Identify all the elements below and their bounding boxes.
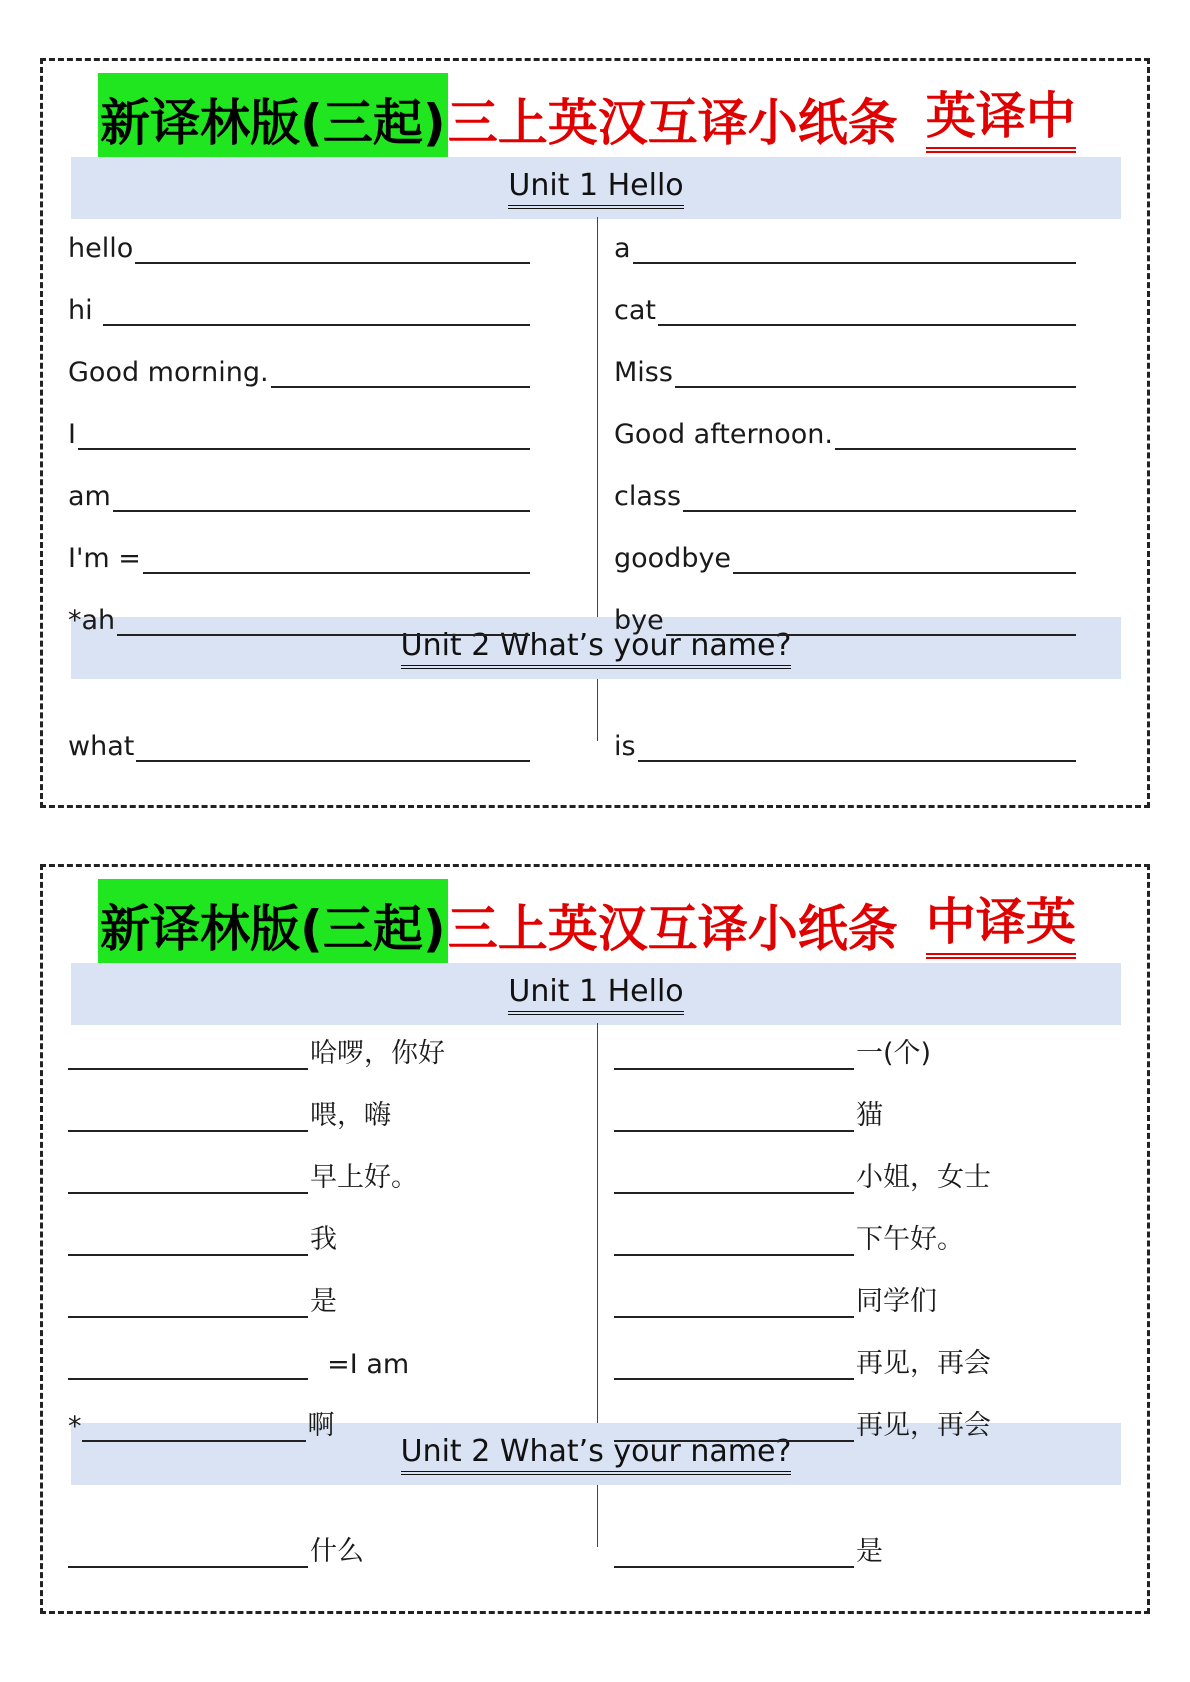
answer-line[interactable]	[68, 1040, 308, 1070]
answer-line[interactable]	[614, 1102, 854, 1132]
answer-line[interactable]	[103, 296, 530, 326]
list-item: class	[614, 456, 1076, 518]
column-divider	[597, 679, 598, 741]
list-item: bye	[614, 580, 1076, 642]
answer-line[interactable]	[666, 606, 1076, 636]
answer-line[interactable]	[638, 732, 1076, 762]
answer-line[interactable]	[614, 1164, 854, 1194]
unit2-title: Unit 2 What’s your name?	[401, 627, 792, 669]
list-item: is	[614, 706, 1076, 768]
answer-line[interactable]	[633, 234, 1076, 264]
list-item: 是	[614, 1512, 1076, 1574]
list-item: what	[68, 706, 530, 768]
list-item: goodbye	[614, 518, 1076, 580]
answer-line[interactable]	[68, 1164, 308, 1194]
answer-line[interactable]	[68, 1350, 308, 1380]
answer-line[interactable]	[117, 606, 530, 636]
list-item: 什么	[68, 1512, 530, 1574]
title-main: 三上英汉互译小纸条	[447, 94, 898, 152]
list-item: a	[614, 208, 1076, 270]
unit1-title: Unit 1 Hello	[508, 973, 683, 1015]
answer-line[interactable]	[614, 1412, 854, 1442]
list-item: hello	[68, 208, 530, 270]
list-item: 再见，再会	[614, 1324, 1076, 1386]
list-item: 一(个)	[614, 1014, 1076, 1076]
answer-line[interactable]	[675, 358, 1076, 388]
answer-line[interactable]	[614, 1350, 854, 1380]
answer-line[interactable]	[82, 1412, 306, 1442]
answer-line[interactable]	[68, 1226, 308, 1256]
list-item: 同学们	[614, 1262, 1076, 1324]
answer-line[interactable]	[68, 1102, 308, 1132]
answer-line[interactable]	[78, 420, 530, 450]
column-divider	[597, 217, 598, 617]
answer-line[interactable]	[135, 234, 530, 264]
answer-line[interactable]	[683, 482, 1076, 512]
list-item: 哈啰，你好	[68, 1014, 530, 1076]
answer-line[interactable]	[68, 1538, 308, 1568]
answer-line[interactable]	[614, 1040, 854, 1070]
column-divider	[597, 1485, 598, 1547]
list-item: 喂，嗨	[68, 1076, 530, 1138]
list-item: Good morning.	[68, 332, 530, 394]
list-item: Miss	[614, 332, 1076, 394]
list-item: 是	[68, 1262, 530, 1324]
list-item: cat	[614, 270, 1076, 332]
answer-line[interactable]	[271, 358, 530, 388]
list-item: hi	[68, 270, 530, 332]
list-item: 猫	[614, 1076, 1076, 1138]
list-item: * 啊	[68, 1410, 335, 1442]
list-item: 早上好。	[68, 1138, 530, 1200]
list-item: 我	[68, 1200, 530, 1262]
answer-line[interactable]	[68, 1288, 308, 1318]
list-item: *ah	[68, 580, 530, 642]
list-item: 再见，再会	[614, 1386, 1076, 1448]
list-item: Good afternoon.	[614, 394, 1076, 456]
answer-line[interactable]	[614, 1288, 854, 1318]
unit1-title: Unit 1 Hello	[508, 167, 683, 209]
list-item: I	[68, 394, 530, 456]
list-item: =I am	[68, 1324, 530, 1386]
title-direction: 中译英	[926, 891, 1076, 959]
list-item: I'm =	[68, 518, 530, 580]
answer-line[interactable]	[835, 420, 1076, 450]
list-item: 小姐，女士	[614, 1138, 1076, 1200]
card-title	[98, 73, 1076, 165]
answer-line[interactable]	[143, 544, 530, 574]
unit2-title: Unit 2 What’s your name?	[401, 1433, 792, 1475]
answer-line[interactable]	[614, 1226, 854, 1256]
list-item: 下午好。	[614, 1200, 1076, 1262]
column-divider	[597, 1023, 598, 1423]
title-highlight: 新译林版(三起)	[98, 73, 448, 165]
title-main: 三上英汉互译小纸条	[447, 900, 898, 958]
answer-line[interactable]	[136, 732, 530, 762]
answer-line[interactable]	[113, 482, 530, 512]
title-highlight: 新译林版(三起)	[98, 879, 448, 971]
answer-line[interactable]	[614, 1538, 854, 1568]
card-title	[98, 879, 1076, 971]
title-direction: 英译中	[926, 85, 1076, 153]
answer-line[interactable]	[658, 296, 1076, 326]
answer-line[interactable]	[733, 544, 1076, 574]
list-item: am	[68, 456, 530, 518]
